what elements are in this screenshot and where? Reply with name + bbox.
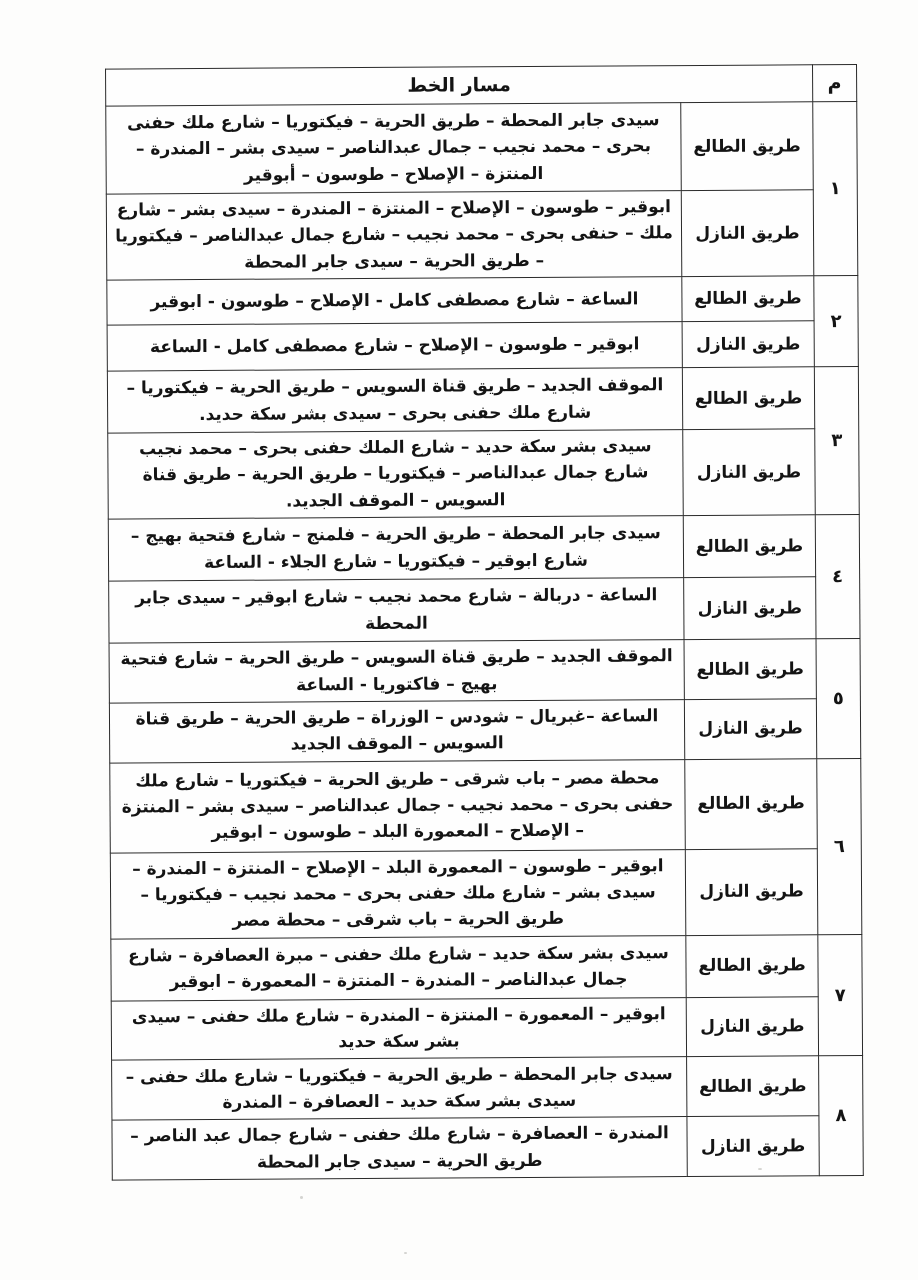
direction-up-label: طريق الطالع (685, 759, 818, 850)
row-number: ٢ (814, 276, 859, 367)
table-row (111, 934, 862, 1001)
route-down-text: ابوقير – طوسون – المعمورة البلد – الإصلاح – المنتزة – المندرة – سيدى بشر – شارع ملك حفنى بحرى – محمد نجيب – فيكتوريا – طريق الحرية – باب شرقى – محطة مصر (110, 849, 686, 939)
table-row (110, 758, 862, 853)
header-route-column: مسار الخط (106, 65, 813, 106)
table-row (106, 102, 858, 195)
route-down-text: سيدى بشر سكة حديد – شارع الملك حفنى بحرى – محمد نجيب شارع جمال عبدالناصر – فيكتوريا – طريق الحرية – طريق قناة السويس – الموقف الجديد. (108, 430, 684, 520)
row-number: ٥ (816, 639, 861, 759)
direction-down-label: طريق النازل (682, 321, 814, 368)
row-number: ٦ (817, 758, 862, 934)
route-up-text: الساعة – شارع مصطفى كامل - الإصلاح – طوسون - ابوقير (107, 277, 682, 326)
route-down-text: الساعة –غبريال – شودس – الوزراة – طريق الحرية – طريق قناة السويس – الموقف الجديد (109, 700, 684, 763)
table-header-row (106, 65, 857, 107)
table-row (107, 276, 858, 326)
direction-up-label: طريق الطالع (684, 639, 816, 700)
row-number: ٨ (819, 1056, 864, 1176)
direction-up-label: طريق الطالع (681, 102, 814, 191)
table-row (107, 321, 858, 372)
table-row (107, 367, 858, 434)
direction-down-label: طريق النازل (686, 997, 818, 1057)
route-up-text: سيدى جابر المحطة – طريق الحرية – فيكتوريا – شارع ملك حفنى – سيدى بشر سكة حديد – العصافرة – المندرة (112, 1057, 687, 1121)
route-up-text: الموقف الجديد – طريق قناة السويس – طريق الحرية – شارع فتحية بهيج – فاكتوريا - الساعة (109, 640, 684, 704)
route-down-text: المندرة – العصافرة – شارع ملك حفنى – شارع جمال عبد الناصر – طريق الحرية – سيدى جابر المحطة (112, 1117, 687, 1180)
route-up-text: سيدى جابر المحطة – طريق الحرية – فيكتوريا – شارع ملك حفنى بحرى – محمد نجيب – جمال عبدالناصر – سيدى بشر – المندرة – المنتزة – الإصلاح – طوسون – أبوقير (106, 103, 682, 195)
route-down-text: ابوقير – طوسون – الإصلاح – شارع مصطفى كامل - الساعة (107, 322, 682, 372)
row-number: ١ (813, 102, 858, 276)
route-up-text: سيدى بشر سكة حديد – شارع ملك حفنى – مبرة العصافرة – شارع جمال عبدالناصر – المندرة – المنتزة – المعمورة – ابوقير (111, 935, 686, 1001)
table-row (109, 699, 860, 763)
table-row (108, 515, 859, 582)
table-row (112, 1116, 863, 1180)
direction-down-label: طريق النازل (684, 577, 816, 640)
table-row (111, 996, 862, 1060)
direction-down-label: طريق النازل (687, 1116, 819, 1176)
direction-up-label: طريق الطالع (682, 276, 814, 322)
route-up-text: محطة مصر – باب شرقى – طريق الحرية – فيكتوريا – شارع ملك حفنى بحرى – محمد نجيب - جمال عبدالناصر – سيدى بشر – المنتزة – الإصلاح – المعمورة البلد – طوسون – ابوقير (110, 759, 686, 853)
table-row (110, 848, 862, 939)
direction-up-label: طريق الطالع (683, 515, 815, 578)
route-down-text: ابوقير – المعمورة – المنتزة – المندرة – شارع ملك حفنى – سيدى بشر سكة حديد (111, 997, 686, 1060)
routes-table (105, 64, 864, 1181)
table-row (109, 639, 860, 704)
direction-down-label: طريق النازل (681, 190, 814, 277)
direction-down-label: طريق النازل (684, 699, 816, 759)
route-down-text: الساعة - دربالة – شارع محمد نجيب – شارع ابوقير – سيدى جابر المحطة (109, 578, 684, 644)
scan-speck (758, 1168, 762, 1170)
header-number-column: م (813, 65, 857, 102)
direction-down-label: طريق النازل (685, 849, 818, 936)
route-up-text: الموقف الجديد – طريق قناة السويس – طريق الحرية – فيكتوريا – شارع ملك حفنى بحرى – سيدى بشر سكة حديد. (107, 368, 682, 434)
routes-table-container (105, 64, 864, 1181)
table-row (108, 429, 860, 520)
table-row (106, 190, 858, 281)
table-row (112, 1056, 863, 1121)
direction-up-label: طريق الطالع (686, 935, 818, 998)
route-down-text: ابوقير – طوسون – الإصلاح – المنتزة – المندرة – سيدى بشر – شارع ملك – حنفى بحرى – محمد نجيب – شارع جمال عبدالناصر – فيكتوريا – طريق الحرية – سيدى جابر المحطة (106, 191, 682, 281)
row-number: ٣ (814, 367, 859, 515)
row-number: ٧ (818, 934, 863, 1056)
scan-speck (404, 1252, 407, 1254)
route-up-text: سيدى جابر المحطة – طريق الحرية – فلمنج – شارع فتحية بهيج – شارع ابوقير – فيكتوريا – شارع الجلاء - الساعة (108, 516, 683, 582)
direction-down-label: طريق النازل (683, 429, 816, 516)
table-row (109, 577, 860, 644)
scan-speck (300, 1196, 303, 1199)
direction-up-label: طريق الطالع (687, 1056, 819, 1117)
row-number: ٤ (815, 515, 860, 639)
direction-up-label: طريق الطالع (682, 367, 814, 430)
